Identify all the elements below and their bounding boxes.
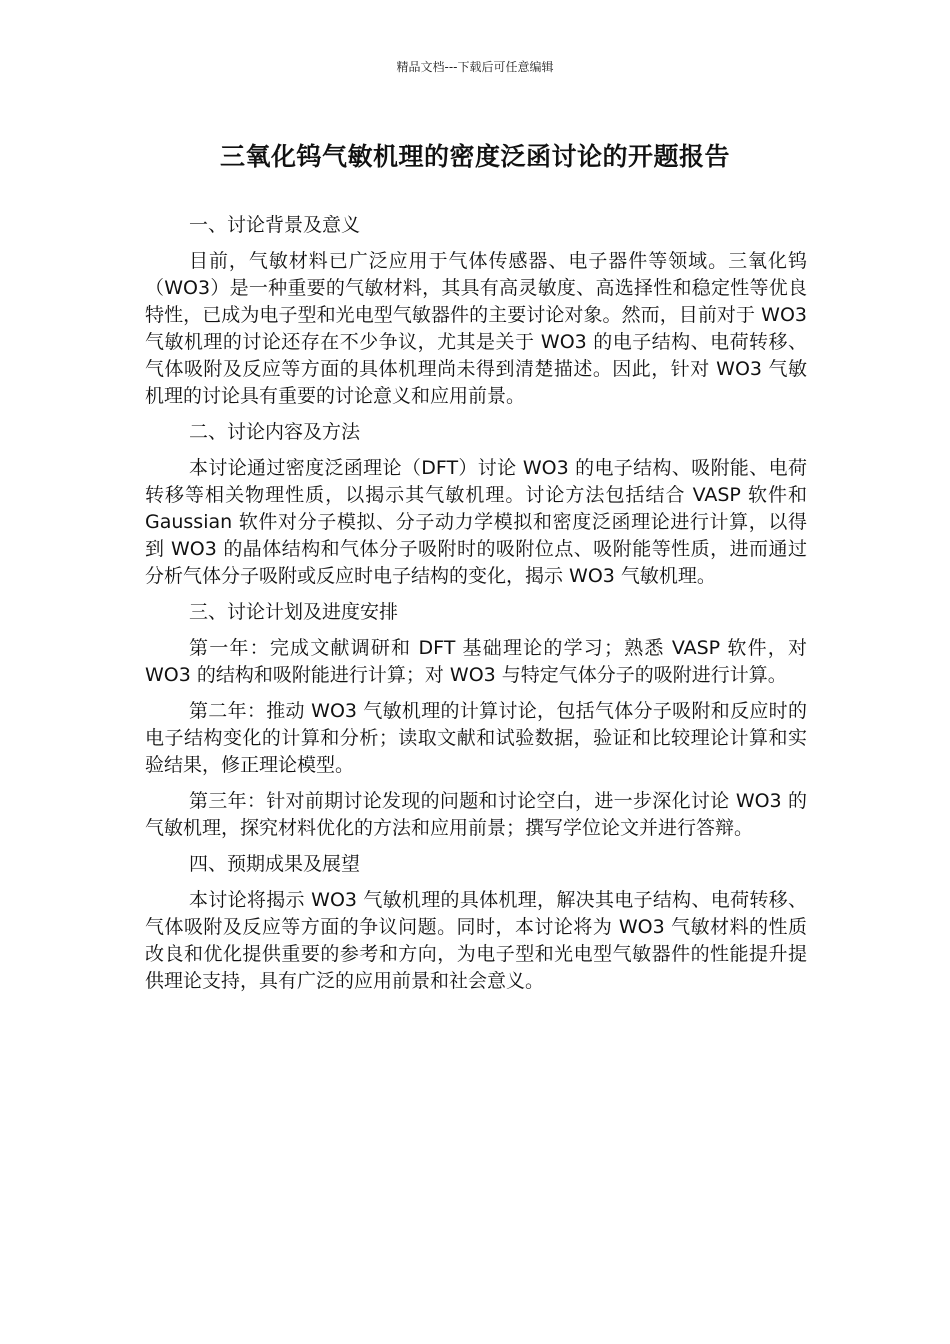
paragraph-year-two: 第二年：推动 WO3 气敏机理的计算讨论，包括气体分子吸附和反应时的电子结构变化的计算和分析；读取文献和试验数据，验证和比较理论计算和实验结果，修正理论模型。 bbox=[145, 700, 807, 776]
section-heading-content-methods: 二、讨论内容及方法 bbox=[189, 421, 361, 443]
section-heading-expected-results: 四、预期成果及展望 bbox=[189, 853, 361, 875]
section-heading-plan-schedule: 三、讨论计划及进度安排 bbox=[189, 601, 399, 623]
paragraph-year-one: 第一年：完成文献调研和 DFT 基础理论的学习；熟悉 VASP 软件，对 WO3 的结构和吸附能进行计算；对 WO3 与特定气体分子的吸附进行计算。 bbox=[145, 637, 807, 686]
paragraph-content-methods: 本讨论通过密度泛函理论（DFT）讨论 WO3 的电子结构、吸附能、电荷转移等相关物理性质，以揭示其气敏机理。讨论方法包括结合 VASP 软件和 Gaussian 软件对分子模拟、分子动力学模拟和密度泛函理论进行计算，以得到 WO3 的晶体结构和气体分子吸附时的吸附位点、吸附能等性质，进而通过分析气体分子吸附或反应时电子结构的变化，揭示 WO3 气敏机理。 bbox=[145, 457, 807, 587]
section-heading-background: 一、讨论背景及意义 bbox=[189, 214, 361, 236]
paragraph-background: 目前，气敏材料已广泛应用于气体传感器、电子器件等领域。三氧化钨（WO3）是一种重要的气敏材料，其具有高灵敏度、高选择性和稳定性等优良特性，已成为电子型和光电型气敏器件的主要讨论对象。然而，目前对于 WO3 气敏机理的讨论还存在不少争议，尤其是关于 WO3 的电子结构、电荷转移、气体吸附及反应等方面的具体机理尚未得到清楚描述。因此，针对 WO3 气敏机理的讨论具有重要的讨论意义和应用前景。 bbox=[145, 250, 807, 407]
paragraph-year-three: 第三年：针对前期讨论发现的问题和讨论空白，进一步深化讨论 WO3 的气敏机理，探究材料优化的方法和应用前景；撰写学位论文并进行答辩。 bbox=[145, 790, 807, 839]
document-title: 三氧化钨气敏机理的密度泛函讨论的开题报告 bbox=[219, 142, 730, 171]
page-header: 精品文档---下载后可任意编辑 bbox=[396, 60, 554, 74]
document-body bbox=[145, 212, 807, 1004]
paragraph-expected-results: 本讨论将揭示 WO3 气敏机理的具体机理，解决其电子结构、电荷转移、气体吸附及反应等方面的争议问题。同时，本讨论将为 WO3 气敏材料的性质改良和优化提供重要的参考和方向，为电子型和光电型气敏器件的性能提升提供理论支持，具有广泛的应用前景和社会意义。 bbox=[145, 889, 807, 992]
